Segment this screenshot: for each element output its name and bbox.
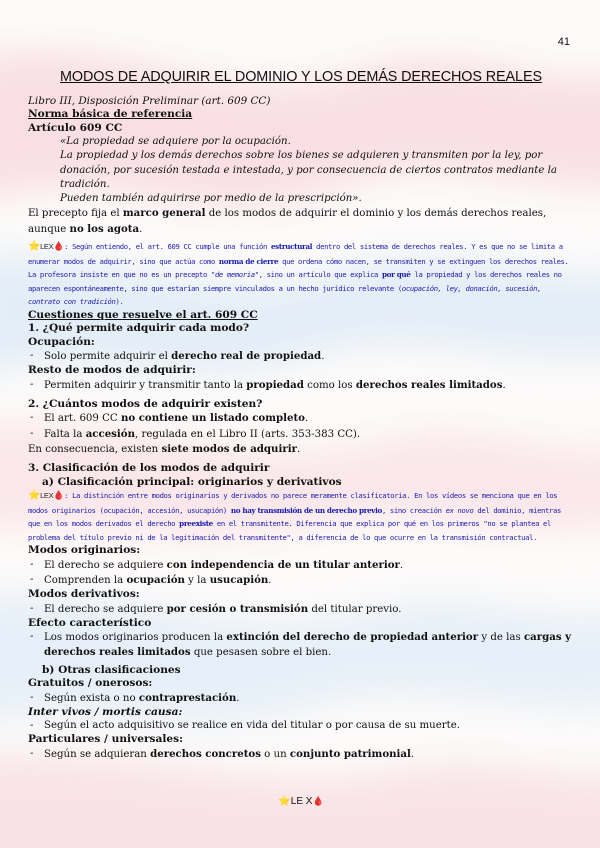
article-quote	[28, 135, 574, 206]
footer-label: LE X	[290, 796, 313, 807]
question-3-heading: 3. Clasificación de los modos de adquirir	[28, 462, 270, 475]
list-item: - Según exista o no contraprestación.	[28, 691, 574, 706]
gratuitos-heading: Gratuitos / onerosos:	[28, 677, 153, 690]
document-page	[28, 0, 574, 848]
list-item: - Los modos originarios producen la extinción del derecho de propiedad anterior y de las cargas y derechos reales limitados que pesasen sobre el bien.	[28, 630, 574, 660]
question-2-heading: 2. ¿Cuántos modos de adquirir existen?	[28, 398, 263, 411]
section-heading-cuestiones: Cuestiones que resuelve el art. 609 CC	[28, 309, 258, 322]
blood-drop-icon: 🩸	[53, 242, 65, 253]
q2-conclusion: En consecuencia, existen siete modos de adquirir.	[28, 442, 301, 455]
footer-signature	[28, 796, 574, 807]
list-item: - Solo permite adquirir el derecho real de propiedad.	[28, 349, 574, 364]
list-item: - Falta la accesión, regulada en el Libro II (arts. 353-383 CC).	[28, 427, 574, 442]
document-body	[28, 95, 574, 762]
blood-drop-icon: 🩸	[53, 491, 65, 502]
resto-heading: Resto de modos de adquirir:	[28, 364, 196, 377]
list-item: - Según se adquieran derechos concretos o un conjunto patrimonial.	[28, 747, 574, 762]
quote-line-1: «La propiedad se adquiere por la ocupación.	[60, 136, 291, 148]
question-1-heading: 1. ¿Qué permite adquirir cada modo?	[28, 322, 250, 335]
section-heading-norma: Norma básica de referencia	[28, 108, 193, 121]
article-heading: Artículo 609 CC	[28, 121, 123, 134]
list-item: - Permiten adquirir y transmitir tanto la propiedad como los derechos reales limitados.	[28, 378, 574, 393]
quote-line-3: Pueden también adquirirse por medio de la prescripción».	[60, 193, 362, 205]
source-reference: Libro III, Disposición Preliminar (art. 609 CC)	[28, 95, 271, 107]
star-icon: ⭐	[28, 241, 41, 253]
lex-note-2: ⭐LEX🩸: La distinción entre modos originarios y derivados no parece meramente clasificatoria. En los vídeos se menciona que en los modos originarios (ocupación, accesión, usucapión) no hay transmisión de un derecho previo, sino creación ex novo del dominio, mientras que en los modos derivados el derecho preexiste en el transmitente. Diferencia que explica por qué en los primeros "no se plantea el problema del título previo ni de la legitimación del transmitente", a diferencia de lo que ocurre en la transmisión contractual.	[28, 490, 561, 542]
precepto-paragraph: El precepto fija el marco general de los modos de adquirir el dominio y los demás derechos reales, aunque no los agota.	[28, 207, 547, 235]
subsection-b-heading: b) Otras clasificaciones	[42, 663, 181, 676]
page-number: 41	[557, 36, 570, 48]
list-item: - Según el acto adquisitivo se realice en vida del titular o por causa de su muerte.	[28, 719, 574, 733]
lex-note-1: ⭐LEX🩸: Según entiendo, el art. 609 CC cumple una función estructural dentro del sistema de derechos reales. Y es que no se limita a enumerar modos de adquirir, sino que actúa como norma de cierre que ordena cómo nacen, se transmiten y se extinguen los derechos reales. La profesora insiste en que no es un precepto "de memoria", sino un artículo que explica por qué la propiedad y los derechos reales no aparecen espontáneamente, sino que estarían siempre vinculados a un hecho jurídico relevante (ocupación, ley, donación, sucesión, contrato con tradición).	[28, 241, 569, 307]
list-item: - El derecho se adquiere por cesión o transmisión del titular previo.	[28, 602, 574, 617]
list-item: - El derecho se adquiere con independencia de un titular anterior.	[28, 558, 574, 573]
ocupacion-heading: Ocupación:	[28, 335, 95, 348]
quote-line-2: La propiedad y los demás derechos sobre los bienes se adquieren y transmiten por la ley, por donación, por sucesión testada e intestada, y por consecuencia de ciertos contratos mediante la tradición.	[60, 150, 557, 190]
star-icon: ⭐	[28, 490, 41, 502]
lex-label: LEX	[40, 242, 54, 252]
list-item: - El art. 609 CC no contiene un listado completo.	[28, 411, 574, 426]
derivativos-heading: Modos derivativos:	[28, 588, 140, 601]
subsection-a-heading: a) Clasificación principal: originarios y derivativos	[42, 475, 342, 488]
particulares-heading: Particulares / universales:	[28, 733, 183, 746]
page-title: MODOS DE ADQUIRIR EL DOMINIO Y LOS DEMÁS DERECHOS REALES	[60, 69, 542, 85]
originarios-heading: Modos originarios:	[28, 544, 141, 557]
intervivos-heading: Inter vivos / mortis causa:	[28, 705, 183, 718]
star-icon: ⭐	[278, 796, 291, 807]
lex-label: LEX	[40, 491, 54, 501]
efecto-heading: Efecto característico	[28, 616, 152, 629]
list-item: - Comprenden la ocupación y la usucapión.	[28, 573, 574, 588]
blood-drop-icon: 🩸	[312, 796, 324, 806]
